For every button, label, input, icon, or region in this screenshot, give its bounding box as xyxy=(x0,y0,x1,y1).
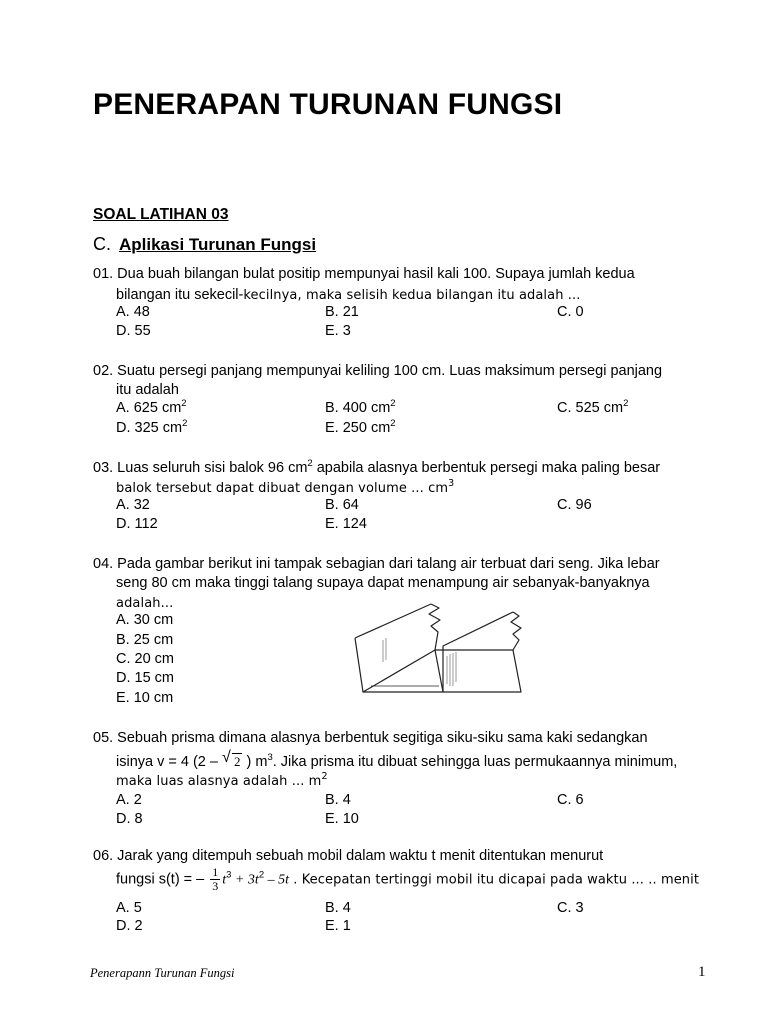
q4-stem-line2: seng 80 cm maka tinggi talang supaya dapat menampung air sebanyak-banyaknya xyxy=(116,575,650,591)
q4-stem-line1: 04. Pada gambar berikut ini tampak sebagian dari talang air terbuat dari seng. Jika lebar xyxy=(93,556,660,572)
q5-option-d: D. 8 xyxy=(116,811,143,827)
q2-option-e-sup: 2 xyxy=(390,418,396,429)
section-name: Aplikasi Turunan Fungsi xyxy=(119,235,317,254)
q6-formula-5t: – 5t xyxy=(264,872,289,888)
sqrt-radicand: 2 xyxy=(233,754,241,769)
gutter-base-front-edge xyxy=(443,650,521,692)
q3-option-e: E. 124 xyxy=(325,516,367,532)
fraction-one-third xyxy=(210,866,220,893)
q1-option-b: B. 21 xyxy=(325,304,359,320)
q1-option-a: A. 48 xyxy=(116,304,150,320)
q2-option-b xyxy=(325,400,396,416)
q2-option-a-sup: 2 xyxy=(181,398,187,409)
exercise-heading: SOAL LATIHAN 03 xyxy=(93,206,229,223)
q3-line2-sup: 3 xyxy=(448,478,455,489)
q6-formula-3t: + 3t xyxy=(231,872,259,888)
gutter-front-edge xyxy=(355,638,443,692)
q2-option-e-text: E. 250 cm xyxy=(325,420,391,436)
gutter-left-top-edge xyxy=(355,604,431,638)
q1-option-c: C. 0 xyxy=(557,304,584,320)
q5-line2-sup: 3 xyxy=(267,752,273,763)
q5-option-a: A. 2 xyxy=(116,792,142,808)
q6-line2-part2: . Kecepatan tertinggi mobil itu dicapai pada waktu ... .. menit xyxy=(289,872,700,888)
q6-option-e: E. 1 xyxy=(325,918,351,934)
q1-option-d: D. 55 xyxy=(116,323,151,339)
q3-option-d: D. 112 xyxy=(116,516,158,532)
q6-option-c: C. 3 xyxy=(557,900,584,916)
q2-option-d-sup: 2 xyxy=(182,418,188,429)
fraction-denominator: 3 xyxy=(212,879,219,893)
q1-stem-line1: 01. Dua buah bilangan bulat positip mempunyai hasil kali 100. Supaya jumlah kedua xyxy=(93,266,635,282)
q5-line3-text: maka luas alasnya adalah ... m xyxy=(116,774,322,789)
q4-option-b: B. 25 cm xyxy=(116,632,174,648)
q3-line1-part1: 03. Luas seluruh sisi balok 96 cm xyxy=(93,460,308,476)
gutter-left-jagged xyxy=(429,604,440,650)
q3-stem-line1 xyxy=(93,459,660,478)
section-letter: C. xyxy=(93,234,111,254)
q1-line2-part1: bilangan itu sekecil- xyxy=(116,287,244,303)
q5-line2-part3: . Jika prisma itu dibuat sehingga luas permukaannya minimum, xyxy=(272,754,678,770)
section-heading xyxy=(93,234,316,255)
q2-option-c xyxy=(557,400,628,416)
fraction-numerator: 1 xyxy=(212,865,219,879)
q5-stem-line2 xyxy=(116,749,678,772)
page-title: PENERAPAN TURUNAN FUNGSI xyxy=(93,88,563,121)
sqrt-symbol: √ 2 xyxy=(221,749,241,769)
q2-option-b-text: B. 400 cm xyxy=(325,400,391,416)
q6-option-b: B. 4 xyxy=(325,900,351,916)
q5-line2-part1: isinya v = 4 (2 – xyxy=(116,754,222,770)
q5-stem-line3 xyxy=(116,772,328,791)
q6-option-a: A. 5 xyxy=(116,900,142,916)
q5-line3-sup: 2 xyxy=(321,771,328,782)
q2-stem-line2: itu adalah xyxy=(116,382,179,398)
q4-option-e: E. 10 cm xyxy=(116,690,174,706)
q4-option-d: D. 15 cm xyxy=(116,670,175,686)
q2-option-a-text: A. 625 cm xyxy=(116,400,182,416)
q1-stem-line2 xyxy=(116,286,580,305)
q1-option-e: E. 3 xyxy=(325,323,351,339)
q3-line1-sup: 2 xyxy=(307,458,313,469)
gutter-right-wall xyxy=(443,612,513,692)
q4-stem-line3: adalah... xyxy=(116,596,174,611)
q5-option-e: E. 10 xyxy=(325,811,359,827)
q1-line2-part2: kecilnya, maka selisih kedua bilangan itu adalah ... xyxy=(243,288,581,303)
q5-stem-line1: 05. Sebuah prisma dimana alasnya berbentuk segitiga siku-siku sama kaki sedangkan xyxy=(93,730,648,746)
q2-option-c-text: C. 525 cm xyxy=(557,400,624,416)
q6-line2-part1: fungsi s(t) = – xyxy=(116,871,209,888)
q3-option-a: A. 32 xyxy=(116,497,150,513)
q5-option-b: B. 4 xyxy=(325,792,351,808)
gutter-figure xyxy=(343,600,523,700)
page-footer: Penerapann Turunan Fungsi xyxy=(90,966,235,980)
page-number: 1 xyxy=(698,964,706,980)
q3-option-b: B. 64 xyxy=(325,497,359,513)
q3-line2-text: balok tersebut dapat dibuat dengan volume ... cm xyxy=(116,481,449,496)
q6-option-d: D. 2 xyxy=(116,918,143,934)
q5-line2-part2: ) m xyxy=(242,754,268,770)
q2-stem-line1: 02. Suatu persegi panjang mempunyai keliling 100 cm. Luas maksimum persegi panjang xyxy=(93,363,663,379)
q2-option-c-sup: 2 xyxy=(623,398,629,409)
q4-option-a: A. 30 cm xyxy=(116,612,174,628)
q6-formula-t: t xyxy=(222,872,227,888)
q2-option-a xyxy=(116,400,187,416)
q2-option-d-text: D. 325 cm xyxy=(116,420,183,436)
q2-option-d xyxy=(116,420,187,436)
q3-stem-line2 xyxy=(116,479,454,498)
q6-stem-line1: 06. Jarak yang ditempuh sebuah mobil dalam waktu t menit ditentukan menurut xyxy=(93,848,604,864)
gutter-right-jagged xyxy=(511,612,521,650)
q6-exp2: 2 xyxy=(258,869,265,881)
q2-option-b-sup: 2 xyxy=(390,398,396,409)
q6-exp3: 3 xyxy=(226,869,232,881)
q3-line1-part2: apabila alasnya berbentuk persegi maka paling besar xyxy=(312,460,661,476)
q5-option-c: C. 6 xyxy=(557,792,584,808)
q4-option-c: C. 20 cm xyxy=(116,651,175,667)
q2-option-e xyxy=(325,420,396,436)
q6-stem-line2 xyxy=(116,866,699,893)
q3-option-c: C. 96 xyxy=(557,497,592,513)
